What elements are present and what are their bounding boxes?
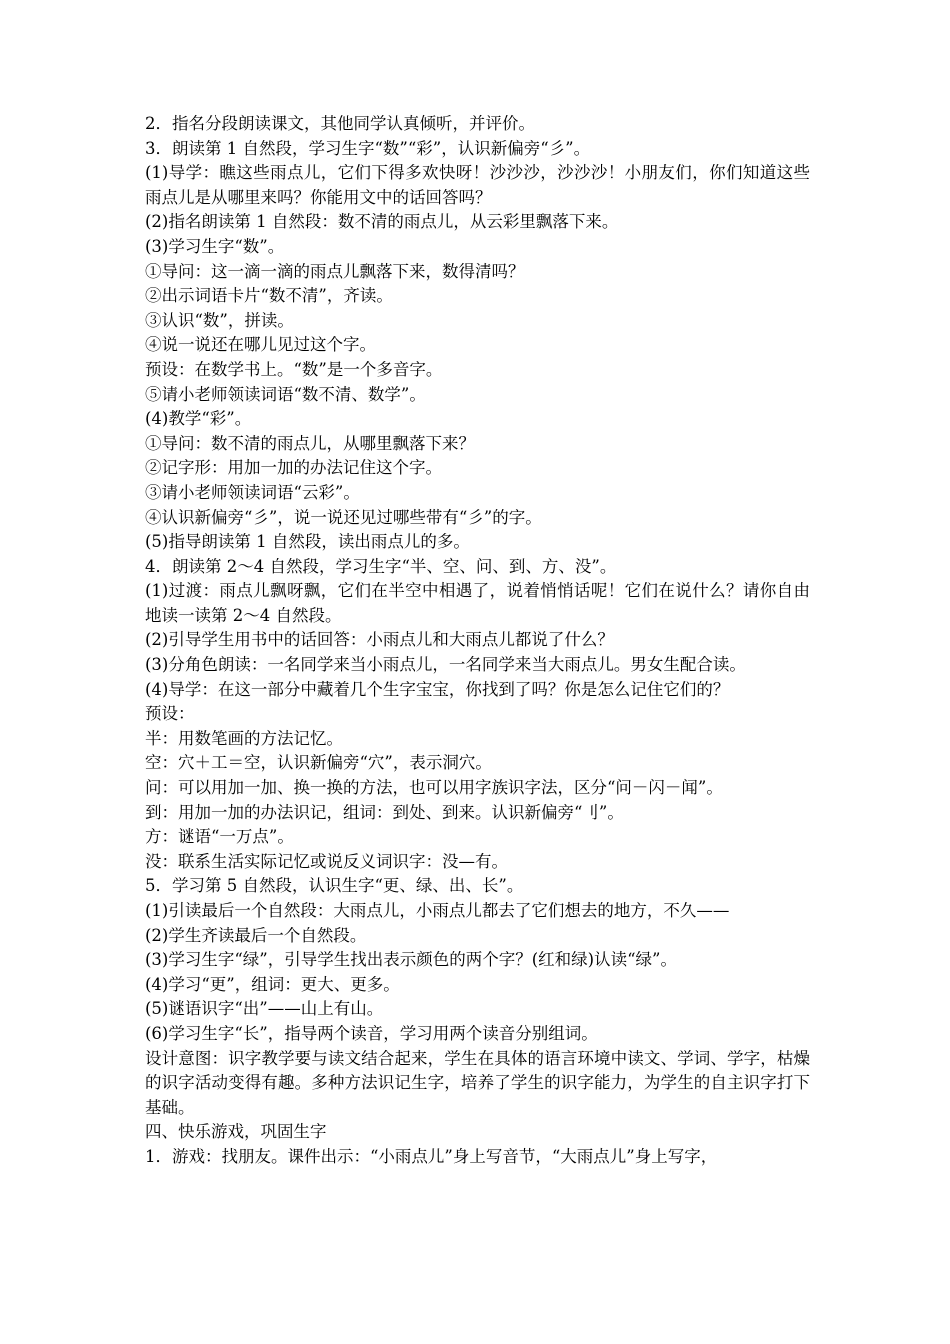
text-line: (6)学习生字“长”，指导两个读音，学习用两个读音分别组词。 <box>145 1023 598 1043</box>
text-line: 预设： <box>145 704 195 724</box>
text-line: 方：谜语“一万点”。 <box>145 827 294 847</box>
text-line: (5)谜语识字“出”——山上有山。 <box>145 999 384 1019</box>
text-line: 1．游戏：找朋友。课件出示：“小雨点儿”身上写音节，“大雨点儿”身上写字， <box>145 1146 718 1166</box>
text-line: ④认识新偏旁“彡”，说一说还见过哪些带有“彡”的字。 <box>145 507 542 527</box>
text-line: 四、快乐游戏，巩固生字 <box>145 1122 327 1142</box>
text-line: ③请小老师领读词语“云彩”。 <box>145 482 360 502</box>
text-line: ④说一说还在哪儿见过这个字。 <box>145 335 376 355</box>
text-line: ①导问：数不清的雨点儿，从哪里飘落下来？ <box>145 433 475 453</box>
text-line: 预设：在数学书上。“数”是一个多音字。 <box>145 359 443 379</box>
text-line: (4)教学“彩”。 <box>145 409 252 429</box>
text-line: (2)指名朗读第 1 自然段：数不清的雨点儿，从云彩里飘落下来。 <box>145 212 619 232</box>
text-line: (4)学习“更”，组词：更大、更多。 <box>145 974 400 994</box>
text-line: ①导问：这一滴一滴的雨点儿飘落下来，数得清吗？ <box>145 261 525 281</box>
text-line: 没：联系生活实际记忆或说反义词识字：没—有。 <box>145 851 508 871</box>
text-line: (1)导学：瞧这些雨点儿，它们下得多欢快呀！沙沙沙，沙沙沙！小朋友们，你们知道这些雨点儿是从哪里来吗？你能用文中的话回答吗？ <box>145 163 810 207</box>
text-line: 2．指名分段朗读课文，其他同学认真倾听，并评价。 <box>145 114 535 133</box>
text-line: 问：可以用加一加、换一换的方法，也可以用字族识字法，区分“问－闪－闻”。 <box>145 778 723 798</box>
text-line: ③认识“数”，拼读。 <box>145 310 294 330</box>
text-line: 4．朗读第 2～4 自然段，学习生字“半、空、问、到、方、没”。 <box>145 556 617 576</box>
text-line: ②出示词语卡片“数不清”，齐读。 <box>145 286 393 306</box>
text-line: (3)分角色朗读：一名同学来当小雨点儿，一名同学来当大雨点儿。男女生配合读。 <box>145 655 746 675</box>
text-line: 空：穴＋工＝空，认识新偏旁“穴”，表示洞穴。 <box>145 753 492 773</box>
text-line: 到：用加一加的办法识记，组词：到处、到来。认识新偏旁“刂”。 <box>145 802 624 822</box>
text-line: 半：用数笔画的方法记忆。 <box>145 728 343 748</box>
text-line: (4)导学：在这一部分中藏着几个生字宝宝，你找到了吗？你是怎么记住它们的？ <box>145 679 730 699</box>
document-page <box>145 112 810 1170</box>
text-line: (5)指导朗读第 1 自然段，读出雨点儿的多。 <box>145 532 470 552</box>
text-line: ⑤请小老师领读词语“数不清、数学”。 <box>145 384 426 404</box>
text-line: (1)引读最后一个自然段：大雨点儿，小雨点儿都去了它们想去的地方，不久—— <box>145 901 730 920</box>
text-line: (2)学生齐读最后一个自然段。 <box>145 925 367 945</box>
text-line: (3)学习生字“数”。 <box>145 236 285 256</box>
text-line: 5．学习第 5 自然段，认识生字“更、绿、出、长”。 <box>145 876 524 896</box>
text-line: ②记字形：用加一加的办法记住这个字。 <box>145 458 442 478</box>
text-line: (1)过渡：雨点儿飘呀飘，它们在半空中相遇了，说着悄悄话呢！它们在说什么？请你自由地读一读第 2～4 自然段。 <box>145 581 810 625</box>
text-line: 3．朗读第 1 自然段，学习生字“数”“彩”，认识新偏旁“彡”。 <box>145 138 591 158</box>
text-line: (2)引导学生用书中的话回答：小雨点儿和大雨点儿都说了什么？ <box>145 630 614 650</box>
text-line: (3)学习生字“绿”，引导学生找出表示颜色的两个字？(红和绿)认读“绿”。 <box>145 950 677 970</box>
text-line: 设计意图：识字教学要与读文结合起来，学生在具体的语言环境中读文、学词、学字，枯燥的识字活动变得有趣。多种方法识记生字，培养了学生的识字能力，为学生的自主识字打下基础。 <box>145 1048 810 1117</box>
